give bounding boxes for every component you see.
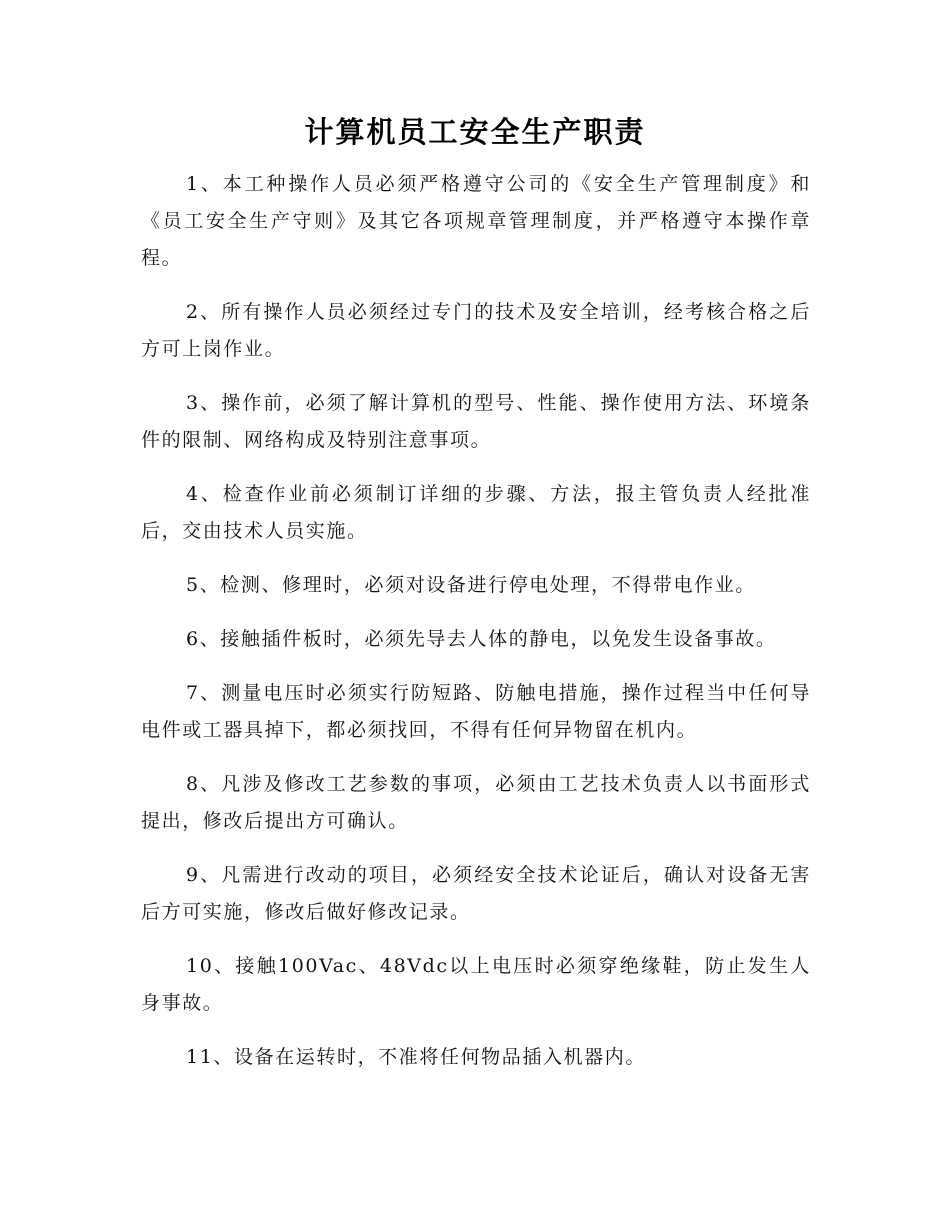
paragraph-9: 9、凡需进行改动的项目，必须经安全技术论证后，确认对设备无害后方可实施，修改后做好修改记录。 <box>141 864 811 923</box>
paragraph-1: 1、本工种操作人员必须严格遵守公司的《安全生产管理制度》和《员工安全生产守则》及其它各项规章管理制度，并严格遵守本操作章程。 <box>141 173 811 269</box>
paragraph-2: 2、所有操作人员必须经过专门的技术及安全培训，经考核合格之后方可上岗作业。 <box>141 301 811 360</box>
paragraph-10: 10、接触100Vac、48Vdc以上电压时必须穿绝缘鞋，防止发生人身事故。 <box>141 955 811 1014</box>
paragraph-7: 7、测量电压时必须实行防短路、防触电措施，操作过程当中任何导电件或工器具掉下，都必须找回，不得有任何异物留在机内。 <box>141 682 811 741</box>
paragraph-4: 4、检查作业前必须制订详细的步骤、方法，报主管负责人经批准后，交由技术人员实施。 <box>141 483 811 542</box>
paragraph-11: 11、设备在运转时，不准将任何物品插入机器内。 <box>186 1046 646 1068</box>
document-title: 计算机员工安全生产职责 <box>304 115 646 149</box>
paragraph-3: 3、操作前，必须了解计算机的型号、性能、操作使用方法、环境条件的限制、网络构成及特别注意事项。 <box>141 392 811 451</box>
paragraph-5: 5、检测、修理时，必须对设备进行停电处理，不得带电作业。 <box>186 574 756 596</box>
paragraph-8: 8、凡涉及修改工艺参数的事项，必须由工艺技术负责人以书面形式提出，修改后提出方可确认。 <box>141 773 811 832</box>
document-body <box>141 166 811 1093</box>
paragraph-6: 6、接触插件板时，必须先导去人体的静电，以免发生设备事故。 <box>186 628 777 650</box>
